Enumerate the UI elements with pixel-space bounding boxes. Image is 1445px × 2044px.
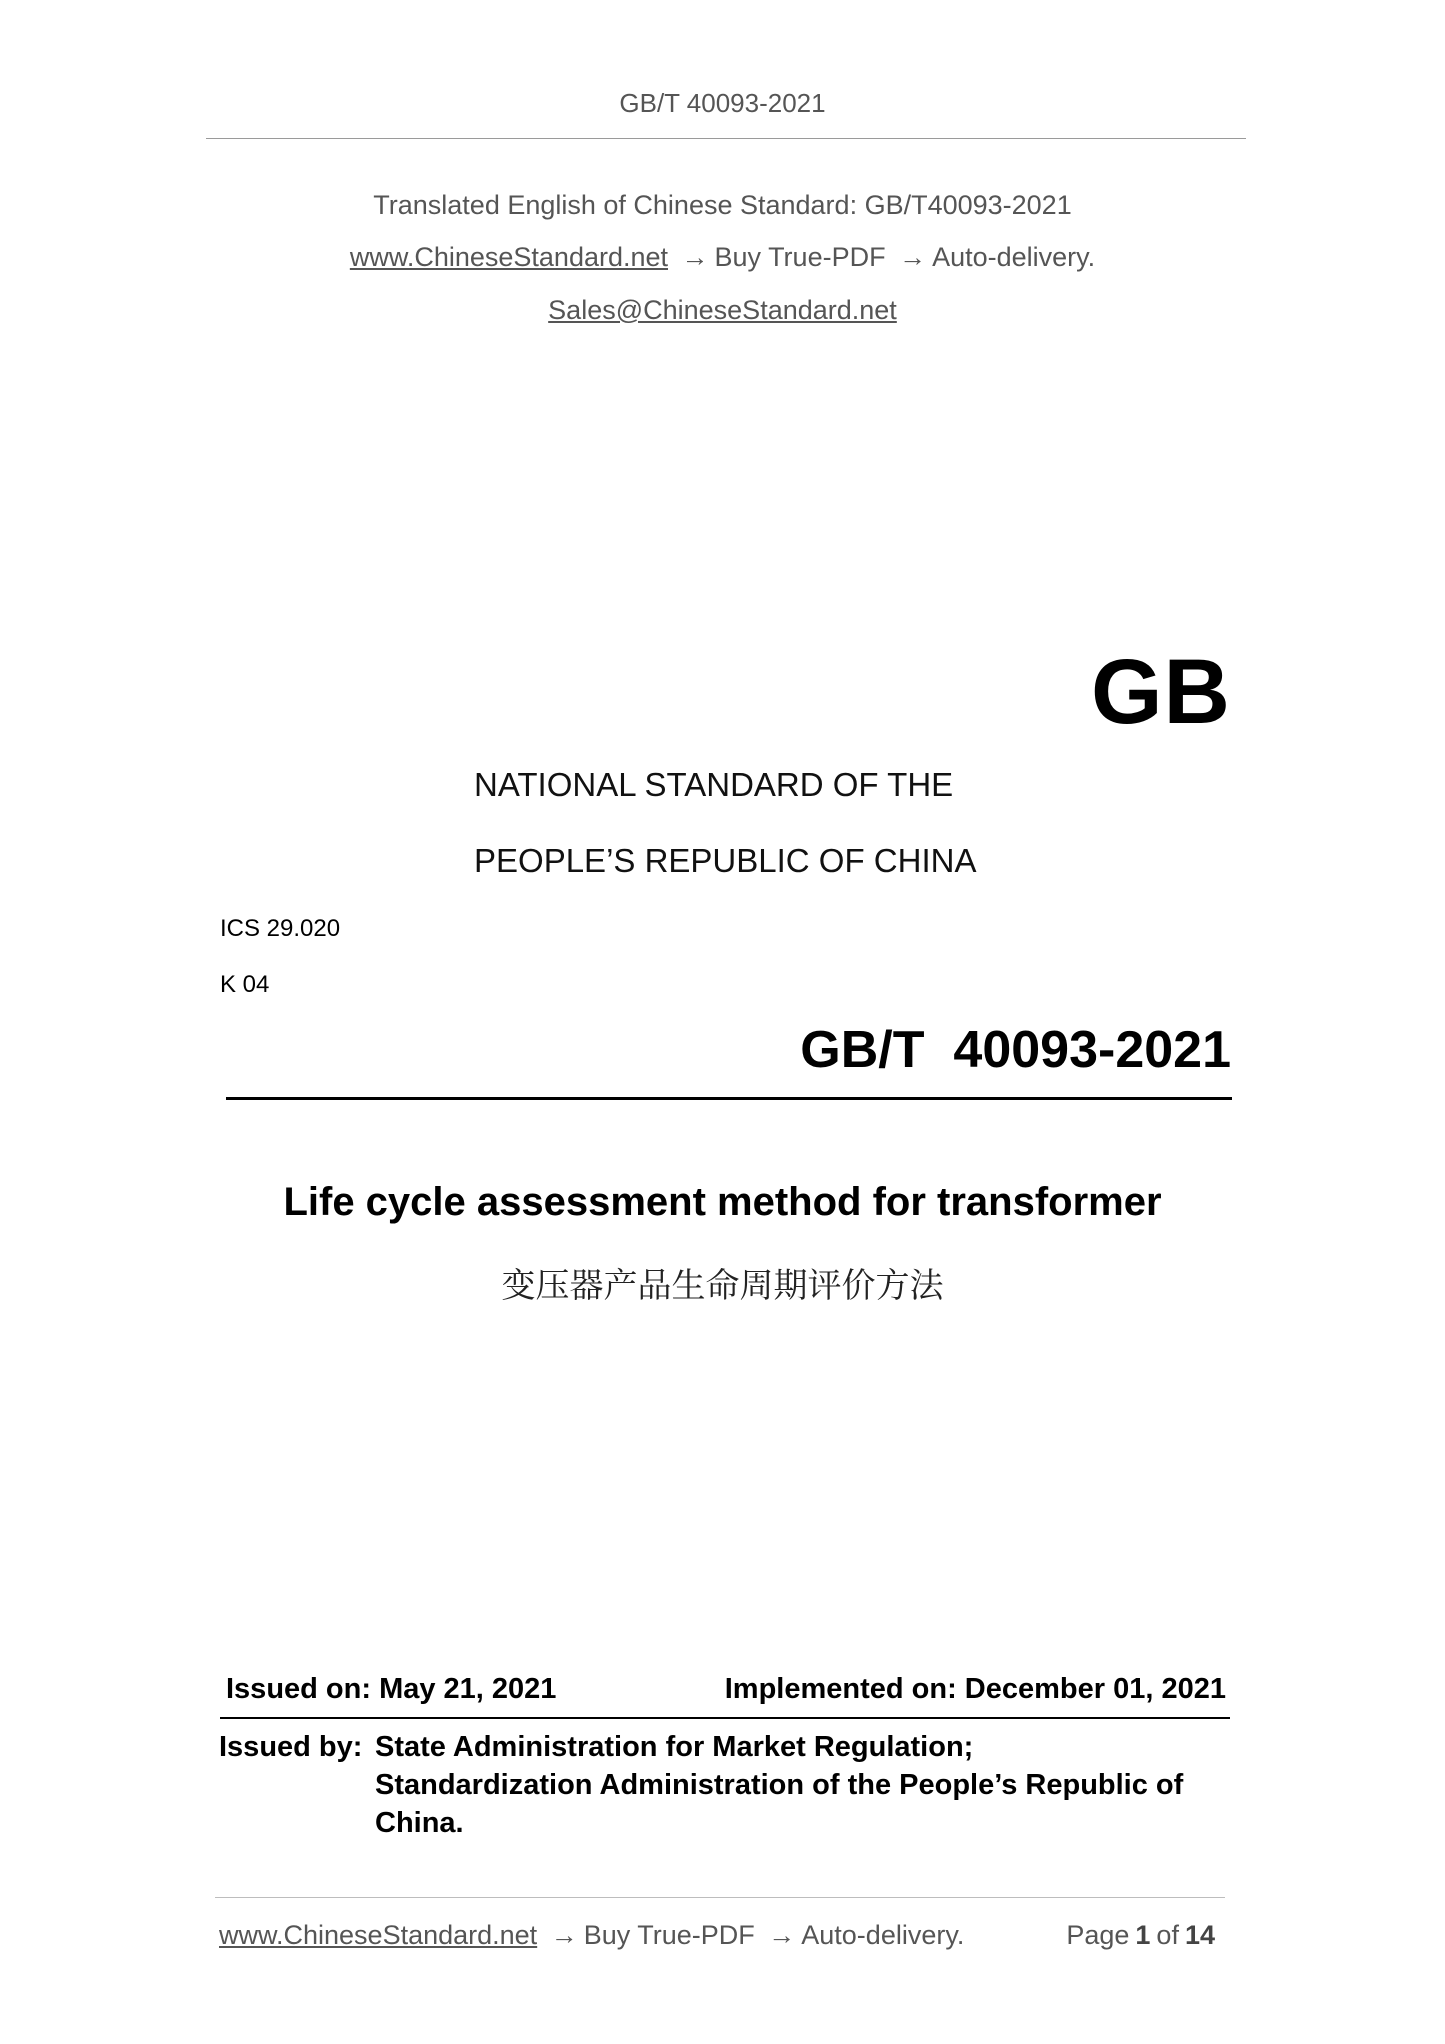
footer-buy-text: Buy True-PDF [583, 1920, 755, 1950]
document-title-english: Life cycle assessment method for transformer [283, 1180, 1162, 1224]
footer-auto-delivery-text: Auto-delivery. [801, 1920, 965, 1950]
footer-purchase-line [219, 1920, 964, 1951]
issuer-line1: State Administration for Market Regulation; [375, 1731, 974, 1763]
running-header: GB/T 40093-2021 [619, 88, 826, 118]
email-line [0, 295, 1445, 326]
standard-code-rule [226, 1097, 1232, 1100]
arrow-right-icon: → [550, 1920, 578, 1950]
header-divider [206, 138, 1246, 139]
arrow-right-icon: → [768, 1920, 796, 1950]
national-standard-line1: NATIONAL STANDARD OF THE [474, 766, 954, 803]
arrow-right-icon: → [681, 242, 709, 272]
purchase-line [0, 242, 1445, 273]
issuer-line2: Standardization Administration of the People’s Republic of [375, 1769, 1184, 1801]
footer-website-link[interactable]: www.ChineseStandard.net [219, 1920, 538, 1950]
buy-true-pdf-text: Buy True-PDF [714, 242, 886, 272]
issued-on-date: Issued on: May 21, 2021 [226, 1673, 557, 1705]
of-label: of [1156, 1920, 1179, 1950]
ccs-code: K 04 [220, 971, 270, 998]
issued-by-label: Issued by: [219, 1731, 363, 1763]
national-standard-line2: PEOPLE’S REPUBLIC OF CHINA [474, 842, 977, 879]
gb-mark: GB [1091, 641, 1231, 743]
sales-email-link[interactable]: Sales@ChineseStandard.net [548, 295, 897, 325]
issuer-line3: China. [375, 1807, 464, 1839]
translation-notice: Translated English of Chinese Standard: GB/T40093-2021 [373, 190, 1072, 220]
auto-delivery-text: Auto-delivery. [932, 242, 1096, 272]
ics-code: ICS 29.020 [220, 915, 341, 942]
current-page: 1 [1135, 1920, 1151, 1950]
total-pages: 14 [1184, 1920, 1215, 1950]
page-number [1066, 1920, 1221, 1951]
page-label: Page [1066, 1920, 1130, 1950]
footer-divider [215, 1897, 1225, 1898]
document-title-chinese: 变压器产品生命周期评价方法 [501, 1266, 944, 1306]
standard-code: GB/T 40093-2021 [800, 1021, 1231, 1079]
implemented-on-date: Implemented on: December 01, 2021 [724, 1673, 1226, 1705]
website-link[interactable]: www.ChineseStandard.net [349, 242, 669, 272]
arrow-right-icon: → [899, 242, 927, 272]
issue-divider [220, 1717, 1230, 1719]
